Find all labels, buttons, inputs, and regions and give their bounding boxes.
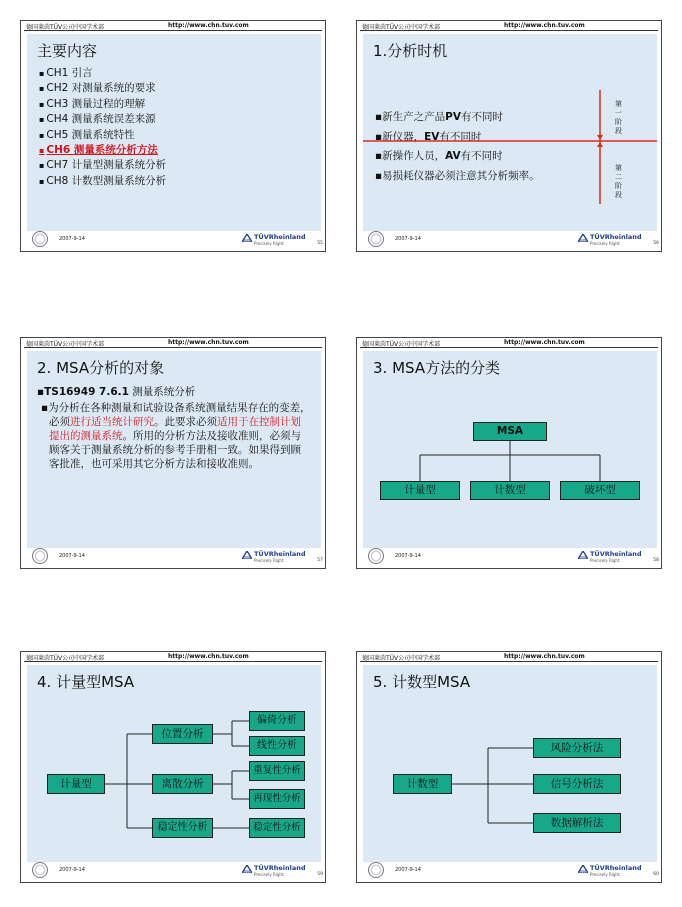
node-box: 离散分析 [152,774,213,794]
list-item: ▪ CH5 测量系统特性 [39,128,166,143]
company-name: 德国莱茵TÜV公司中国学术部 [26,341,105,348]
stage-2-label: 第二阶段 [615,164,622,199]
leaf-box: 偏倚分析 [249,711,305,731]
company-name: 德国莱茵TÜV公司中国学术部 [26,24,105,31]
slide-date: 2007-9-14 [59,236,85,242]
leaf-box: 稳定性分析 [249,818,305,838]
root-box: 计数型 [393,774,452,794]
brand-slogan: Precisely Right. [590,558,621,563]
slide-title: 主要内容 [37,42,98,60]
seal-icon [32,231,48,247]
company-name: 德国莱茵TÜV公司中国学术部 [362,655,441,662]
triangle-logo-icon [578,551,588,559]
content-panel [27,34,321,231]
brand-name: TÜVRheinland [254,550,306,558]
slide-date: 2007-9-14 [395,553,421,559]
seal-icon [32,862,48,878]
brand-name: TÜVRheinland [254,864,306,872]
standard-ref: ▪TS16949 7.6.1 测量系统分析 [37,386,196,398]
list-item: ▪ CH4 测量系统误差来源 [39,112,166,127]
phase-divider [363,34,657,231]
list-item: ▪ CH3 测量过程的理解 [39,97,166,112]
tree-connectors [363,351,657,548]
leaf-box: 重复性分析 [249,761,305,781]
node-box: 位置分析 [152,724,213,744]
company-name: 德国莱茵TÜV公司中国学术部 [362,24,441,31]
slide-60 [356,651,662,883]
company-url: http://www.chn.tuv.com [504,22,585,29]
triangle-logo-icon [578,865,588,873]
node-box: 计数型 [470,481,550,500]
page-number: 57 [317,558,323,563]
tuv-logo [242,549,312,565]
page-number: 56 [653,241,659,246]
slide-title: 4. 计量型MSA [37,673,135,691]
leaf-box: 线性分析 [249,736,305,756]
brand-slogan: Precisely Right. [254,558,285,563]
company-url: http://www.chn.tuv.com [168,339,249,346]
slide-title: 1.分析时机 [373,42,448,60]
slide-date: 2007-9-14 [59,867,85,873]
brand-slogan: Precisely Right. [590,241,621,246]
stage-1-label: 第一阶段 [615,100,622,135]
triangle-logo-icon [242,551,252,559]
slide-59 [20,651,326,883]
page-number: 60 [653,872,659,877]
tuv-logo [578,863,648,879]
slide-title: 5. 计数型MSA [373,673,471,691]
tuv-logo [242,863,312,879]
company-name: 德国莱茵TÜV公司中国学术部 [362,341,441,348]
root-box: 计量型 [47,774,105,794]
slide-57 [20,337,326,569]
brand-slogan: Precisely Right. [254,241,285,246]
slide-date: 2007-9-14 [395,867,421,873]
company-url: http://www.chn.tuv.com [504,653,585,660]
node-box: 计量型 [380,481,460,500]
triangle-logo-icon [242,865,252,873]
slide-date: 2007-9-14 [395,236,421,242]
list-item-current[interactable]: ▪ CH6 测量系统分析方法 [39,143,166,158]
company-url: http://www.chn.tuv.com [168,653,249,660]
leaf-box: 再现性分析 [249,789,305,809]
brand-name: TÜVRheinland [590,550,642,558]
msa-root-box: MSA [473,422,547,441]
tuv-logo [578,232,648,248]
seal-icon [368,231,384,247]
list-item: ▪ CH2 对测量系统的要求 [39,81,166,96]
content-panel [27,665,321,862]
node-box: 稳定性分析 [152,818,213,838]
page-number: 58 [653,558,659,563]
triangle-logo-icon [578,234,588,242]
tuv-logo [578,549,648,565]
seal-icon [368,548,384,564]
brand-slogan: Precisely Right. [254,872,285,877]
list-item: ▪ CH8 计数型测量系统分析 [39,174,166,189]
content-panel [363,665,657,862]
node-box: 风险分析法 [533,738,621,758]
slide-date: 2007-9-14 [59,553,85,559]
list-item: ▪新操作人员，AV有不同时 [375,150,503,162]
company-url: http://www.chn.tuv.com [168,22,249,29]
list-item: ▪易损耗仪器必须注意其分析频率。 [375,169,540,182]
list-item: ▪ CH7 计量型测量系统分析 [39,158,166,173]
company-name: 德国莱茵TÜV公司中国学术部 [26,655,105,662]
standard-title: 测量系统分析 [128,386,196,398]
node-box: 破坏型 [560,481,640,500]
slide-title: 3. MSA方法的分类 [373,359,501,377]
tuv-logo [242,232,312,248]
content-panel [363,351,657,548]
brand-name: TÜVRheinland [590,864,642,872]
node-box: 信号分析法 [533,774,621,794]
seal-icon [368,862,384,878]
slide-title: 2. MSA分析的对象 [37,359,165,377]
page-number: 59 [317,872,323,877]
brand-slogan: Precisely Right. [590,872,621,877]
triangle-logo-icon [242,234,252,242]
list-item: ▪新仪器，EV有不同时 [375,130,482,143]
list-item: ▪ CH1 引言 [39,66,166,81]
slide-56 [356,20,662,252]
requirement-paragraph: ▪为分析在各种测量和试验设备系统测量结果存在的变差，必须进行适当统计研究。此要求必须适用于在控制计划提出的测量系统。所用的分析方法及接收准则，必须与顾客关于测量系统分析的参考手册相一致。如果得到顾客批准，也可采用其它分析方法和接收准则。 [41,402,311,470]
page-number: 55 [317,241,323,246]
slide-58 [356,337,662,569]
content-panel [27,351,321,548]
company-url: http://www.chn.tuv.com [504,339,585,346]
brand-name: TÜVRheinland [590,233,642,241]
toc-list [39,66,166,189]
list-item: ▪新生产之产品PV有不同时 [375,111,503,123]
node-box: 数据解析法 [533,813,621,833]
seal-icon [32,548,48,564]
standard-code: TS16949 7.6.1 [44,386,129,398]
brand-name: TÜVRheinland [254,233,306,241]
slide-55 [20,20,326,252]
content-panel [363,34,657,231]
